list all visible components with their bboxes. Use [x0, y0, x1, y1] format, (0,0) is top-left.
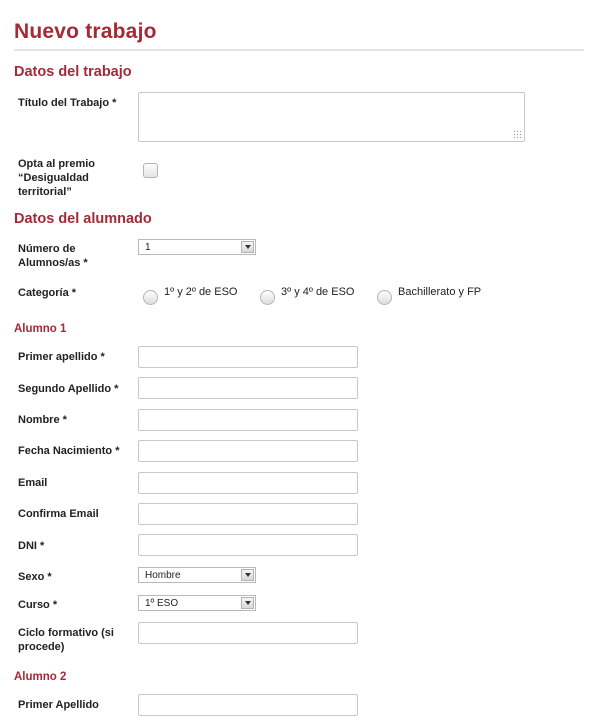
sexo-value: Hombre — [145, 570, 181, 581]
sexo-label: Sexo * — [18, 571, 52, 583]
resize-grip-icon[interactable] — [513, 130, 521, 138]
dni-input[interactable] — [138, 534, 358, 556]
fecha-nacimiento-label: Fecha Nacimiento * — [18, 445, 120, 457]
chevron-down-icon — [241, 597, 254, 609]
confirma-email-field[interactable] — [138, 503, 358, 525]
email-field[interactable] — [138, 472, 358, 494]
alumno2-heading: Alumno 2 — [14, 671, 67, 683]
categoria-radio-2[interactable] — [260, 290, 275, 305]
curso-label: Curso * — [18, 599, 58, 611]
title-divider — [14, 49, 584, 51]
titulo-textarea[interactable] — [138, 92, 525, 142]
num-alumnos-value: 1 — [145, 242, 151, 253]
premio-label-line-1: Opta al premio — [18, 158, 96, 170]
categoria-radio-3[interactable] — [377, 290, 392, 305]
alumno1-heading: Alumno 1 — [14, 323, 67, 335]
ciclo-formativo-input[interactable] — [138, 622, 358, 644]
num-alumnos-select[interactable] — [138, 239, 256, 255]
nombre-label: Nombre * — [18, 414, 67, 426]
num-alumnos-label-line-1: Número de — [18, 243, 76, 255]
categoria-label: Categoría * — [18, 287, 77, 299]
confirma-email-label: Confirma Email — [18, 508, 99, 520]
chevron-down-icon — [241, 569, 254, 581]
ciclo-formativo-label-line-2: procede) — [18, 641, 65, 653]
email-label: Email — [18, 477, 48, 489]
segundo-apellido-input[interactable] — [138, 377, 358, 399]
categoria-radio-1[interactable] — [143, 290, 158, 305]
section-heading-alumnado: Datos del alumnado — [14, 211, 152, 227]
premio-label — [18, 157, 95, 199]
curso-select[interactable] — [138, 595, 256, 611]
num-alumnos-label — [18, 242, 88, 270]
premio-label-line-3: territorial” — [18, 186, 72, 198]
categoria-radio-1-label: 1º y 2º de ESO — [164, 286, 238, 298]
premio-label-line-2: “Desigualdad — [18, 172, 89, 184]
categoria-radio-3-label: Bachillerato y FP — [398, 286, 482, 298]
alumno2-primer-apellido-label: Primer Apellido — [18, 699, 99, 711]
titulo-label: Título del Trabajo * — [18, 97, 117, 109]
fecha-nacimiento-input[interactable] — [138, 440, 358, 462]
nombre-input[interactable] — [138, 409, 358, 431]
section-heading-trabajo: Datos del trabajo — [14, 64, 132, 80]
premio-checkbox[interactable] — [143, 163, 158, 178]
segundo-apellido-label: Segundo Apellido * — [18, 383, 119, 395]
chevron-down-icon — [241, 241, 254, 253]
ciclo-formativo-label — [18, 626, 114, 654]
alumno2-primer-apellido-input[interactable] — [138, 694, 358, 716]
primer-apellido-input[interactable] — [138, 346, 358, 368]
ciclo-formativo-label-line-1: Ciclo formativo (si — [18, 627, 114, 639]
categoria-radio-2-label: 3º y 4º de ESO — [281, 286, 355, 298]
sexo-select[interactable] — [138, 567, 256, 583]
num-alumnos-label-line-2: Alumnos/as * — [18, 257, 88, 269]
primer-apellido-label: Primer apellido * — [18, 351, 105, 363]
dni-label: DNI * — [18, 540, 45, 552]
curso-value: 1º ESO — [145, 598, 179, 609]
page-title: Nuevo trabajo — [14, 20, 157, 43]
